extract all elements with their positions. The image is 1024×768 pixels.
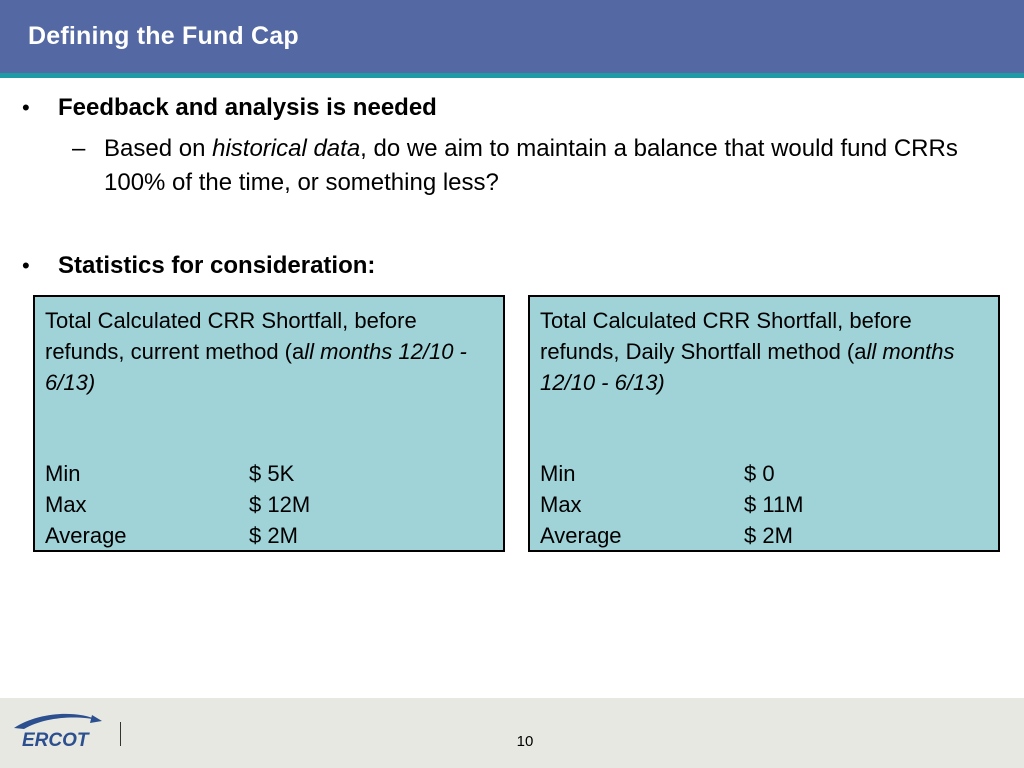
bullet-dot: • bbox=[22, 95, 30, 120]
sub-text-part2: , do we aim to maintain a balance that would fund CRRs 100% of the time, or something less? bbox=[104, 135, 958, 196]
stat-row-max bbox=[540, 489, 988, 520]
sub-bullet-dash: – bbox=[72, 135, 86, 162]
stat-label: Average bbox=[540, 523, 622, 548]
stats-box-current-method bbox=[33, 295, 505, 552]
stat-value: $ 5K bbox=[249, 461, 295, 486]
sub-text-part1: Based on bbox=[104, 135, 213, 162]
stats-box-daily-method bbox=[528, 295, 1000, 552]
stats-box-description bbox=[540, 305, 988, 458]
stat-label: Min bbox=[45, 461, 81, 486]
bullet-text: Feedback and analysis is needed bbox=[58, 94, 437, 121]
page-number: 10 bbox=[516, 733, 534, 750]
sub-bullet-text bbox=[104, 132, 984, 200]
bullet-text: Statistics for consideration: bbox=[58, 252, 376, 279]
stat-label: Max bbox=[45, 492, 87, 517]
header-rule bbox=[0, 73, 1024, 78]
stat-value: $ 2M bbox=[249, 523, 298, 548]
desc-italic: ll months 12/10 - 6/13) bbox=[45, 339, 467, 395]
bullet-dot: • bbox=[22, 253, 30, 278]
stat-value: $ 2M bbox=[744, 523, 793, 548]
stat-row-max bbox=[45, 489, 493, 520]
sub-text-italic: historical data bbox=[212, 135, 361, 162]
stat-label: Min bbox=[540, 461, 576, 486]
stat-row-min bbox=[540, 458, 988, 489]
stat-row-average bbox=[45, 520, 493, 551]
stats-box-description bbox=[45, 305, 493, 458]
stat-value: $ 0 bbox=[744, 461, 775, 486]
desc-plain: Total Calculated CRR Shortfall, before refunds, current method (a bbox=[45, 308, 417, 364]
ercot-logo-text: ERCOT bbox=[22, 730, 89, 751]
stat-row-average bbox=[540, 520, 988, 551]
slide-title: Defining the Fund Cap bbox=[28, 22, 299, 50]
stat-label: Average bbox=[45, 523, 127, 548]
desc-italic: ll months 12/10 - 6/13) bbox=[540, 339, 955, 395]
stat-row-min bbox=[45, 458, 493, 489]
stat-value: $ 12M bbox=[249, 492, 311, 517]
stat-value: $ 11M bbox=[744, 492, 804, 517]
desc-plain: Total Calculated CRR Shortfall, before refunds, Daily Shortfall method (a bbox=[540, 308, 912, 364]
stat-label: Max bbox=[540, 492, 582, 517]
